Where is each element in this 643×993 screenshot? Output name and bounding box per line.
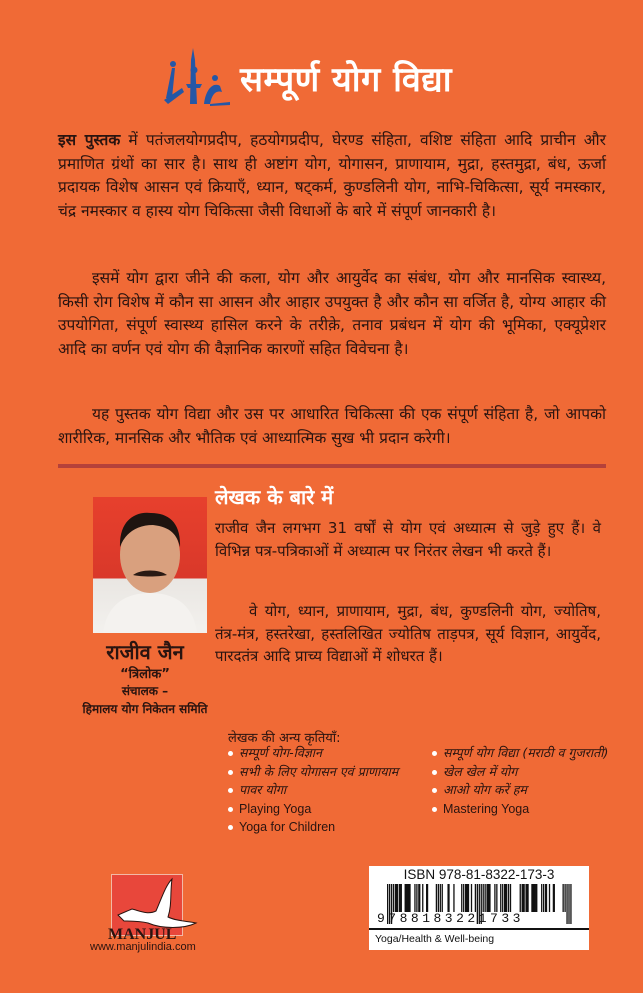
author-bio-1: राजीव जैन लगभग 31 वर्षों से योग एवं अध्यात्म से जुड़े हुए हैं। वे विभिन्न पत्र-पत्रिकाओं में अध्यात्म पर निरंतर लेखन भी करते हैं। — [215, 519, 601, 560]
work-item: खेल खेल में योग — [432, 763, 608, 782]
barcode-bar — [467, 884, 469, 912]
barcode-bar — [405, 884, 407, 912]
barcode-bar — [504, 884, 506, 912]
description-paragraph-2: इसमें योग द्वारा जीने की कला, योग और आयुर्वेद का संबंध, योग और मानसिक स्वास्थ्य, किसी रोग विशेष में कौन सा आसन और आहार उपयुक्त है और कौन सा वर्जित है, योग्य आहार की उपयोगिता, संपूर्ण स्वास्थ्य हासिल करने के तरीक़े, तनाव प्रबंधन में योग की भूमिका, एक्यूप्रेशर आदि का वर्णन एवं योग की वैज्ञानिक कारणों सहित विवेचना है। — [58, 269, 606, 358]
divider — [58, 464, 606, 468]
barcode-bar — [399, 884, 401, 912]
barcode-bar — [549, 884, 550, 912]
author-alias: “त्रिलोक” — [120, 667, 170, 682]
barcode-bar — [510, 884, 511, 912]
work-item: सभी के लिए योगासन एवं प्राणायाम — [228, 763, 398, 782]
barcode-bar — [564, 884, 565, 912]
barcode-bar — [397, 884, 398, 912]
barcode-bar — [543, 884, 544, 912]
barcode-bar — [531, 884, 533, 912]
yoga-figures-icon — [160, 48, 232, 108]
work-item: सम्पूर्ण योग विद्या (मराठी व गुजराती) — [432, 744, 608, 763]
header — [160, 48, 452, 108]
barcode-bar — [494, 884, 495, 912]
barcode-bar — [442, 884, 443, 912]
barcode-bar — [453, 884, 454, 912]
barcode-digits: 9788183221733 — [377, 911, 524, 926]
work-item: Yoga for Children — [228, 818, 398, 837]
category-label: Yoga/Health & Well-being — [375, 933, 495, 945]
work-item: Mastering Yoga — [432, 800, 608, 819]
barcode-bar — [418, 884, 420, 912]
other-works-right — [432, 744, 608, 818]
barcode-bar — [407, 884, 409, 912]
barcode-bar — [566, 884, 567, 924]
author-role: संचालक – — [121, 684, 169, 698]
barcode-box — [369, 866, 589, 950]
barcode-bar — [545, 884, 547, 912]
isbn-text: ISBN 978-81-8322-173-3 — [403, 867, 555, 882]
work-item: सम्पूर्ण योग-विज्ञान — [228, 744, 398, 763]
barcode-separator — [369, 928, 589, 930]
barcode-bar — [408, 884, 410, 912]
other-works-heading: लेखक की अन्य कृतियाँ: — [228, 731, 341, 746]
barcode-bar — [485, 884, 486, 912]
barcode-bar — [393, 884, 394, 912]
barcode-bar — [486, 884, 488, 912]
work-item: Playing Yoga — [228, 800, 398, 819]
barcode-bar — [401, 884, 402, 912]
author-name: राजीव जैन — [106, 640, 184, 664]
barcode-bar — [416, 884, 417, 912]
barcode-bar — [438, 884, 439, 912]
barcode-bar — [553, 884, 555, 912]
barcode-bar — [524, 884, 525, 912]
other-works-left — [228, 744, 398, 837]
barcode-bar — [570, 884, 571, 924]
barcode-bar — [488, 884, 490, 912]
barcode-bar — [522, 884, 524, 912]
author-org: हिमालय योग निकेतन समिति — [82, 702, 208, 716]
barcode-bar — [422, 884, 423, 912]
barcode-bar — [535, 884, 537, 912]
barcode-bar — [525, 884, 527, 912]
work-item: पावर योगा — [228, 781, 398, 800]
barcode-bar — [436, 884, 437, 912]
barcode-bar — [463, 884, 464, 912]
barcode-bar — [395, 884, 397, 912]
barcode-bar — [465, 884, 467, 912]
barcode-bar — [568, 884, 569, 924]
barcode-bar — [426, 884, 428, 912]
author-photo — [93, 497, 207, 633]
barcode-bar — [508, 884, 509, 912]
barcode-bar — [440, 884, 441, 912]
description-text: में पतंजलयोगप्रदीप, हठयोगप्रदीप, घेरण्ड संहिता, वशिष्ट संहिता आदि प्राचीन और प्रमाणित ग्रंथों का सार है। साथ ही अष्टांग योग, योगासन, प्राणायाम, मुद्रा, हस्तमुद्रा, बंध, ऊर्जा प्रदायक विशेष आसन एवं क्रियाएँ, ध्यान, षट्कर्म, कुण्डलिनी योग, नाभि-चिकित्सा, सूर्य नमस्कार, चंद्र नमस्कार व हास्य योग चिकित्सा जैसी विधाओं के बारे में संपूर्ण जानकारी है। — [58, 131, 606, 220]
barcode-bar — [500, 884, 501, 912]
barcode-bar — [461, 884, 462, 912]
publisher-url[interactable]: www.manjulindia.com — [90, 941, 196, 953]
barcode-bar — [414, 884, 415, 912]
description-lead: इस पुस्तक — [58, 131, 121, 149]
work-item: आओ योग करें हम — [432, 781, 608, 800]
barcode-bar — [471, 884, 472, 912]
about-author-heading: लेखक के बारे में — [215, 485, 334, 509]
barcode-bar — [541, 884, 542, 912]
barcode-bar — [527, 884, 528, 912]
barcode-bar — [496, 884, 497, 912]
barcode-bar — [475, 884, 476, 912]
barcode-bar — [533, 884, 535, 912]
description-paragraph-1 — [58, 129, 606, 223]
barcode-bar — [483, 884, 484, 912]
description-paragraph-3: यह पुस्तक योग विद्या और उस पर आधारित चिकित्सा की एक संपूर्ण संहिता है, जो आपको शारीरिक, मानसिक और भौतिक एवं आध्यात्मिक सुख भी प्रदान करेगी। — [58, 405, 606, 447]
publisher-brand: MANJUL — [108, 926, 177, 943]
book-title: सम्पूर्ण योग विद्या — [240, 60, 453, 100]
barcode-bar — [563, 884, 564, 912]
barcode-bar — [506, 884, 507, 912]
barcode-bar — [447, 884, 449, 912]
barcode-bar — [502, 884, 503, 912]
author-bio-2: वे योग, ध्यान, प्राणायाम, मुद्रा, बंध, कुण्डलिनी योग, ज्योतिष, तंत्र-मंत्र, हस्तरेखा, हस्तलिखित ज्योतिष ताड़पत्र, सूर्य विज्ञान, आयुर्वेद, पारदतंत्र आदि प्राच्य विद्याओं में शोधरत हैं। — [215, 602, 601, 665]
barcode-bar — [520, 884, 521, 912]
